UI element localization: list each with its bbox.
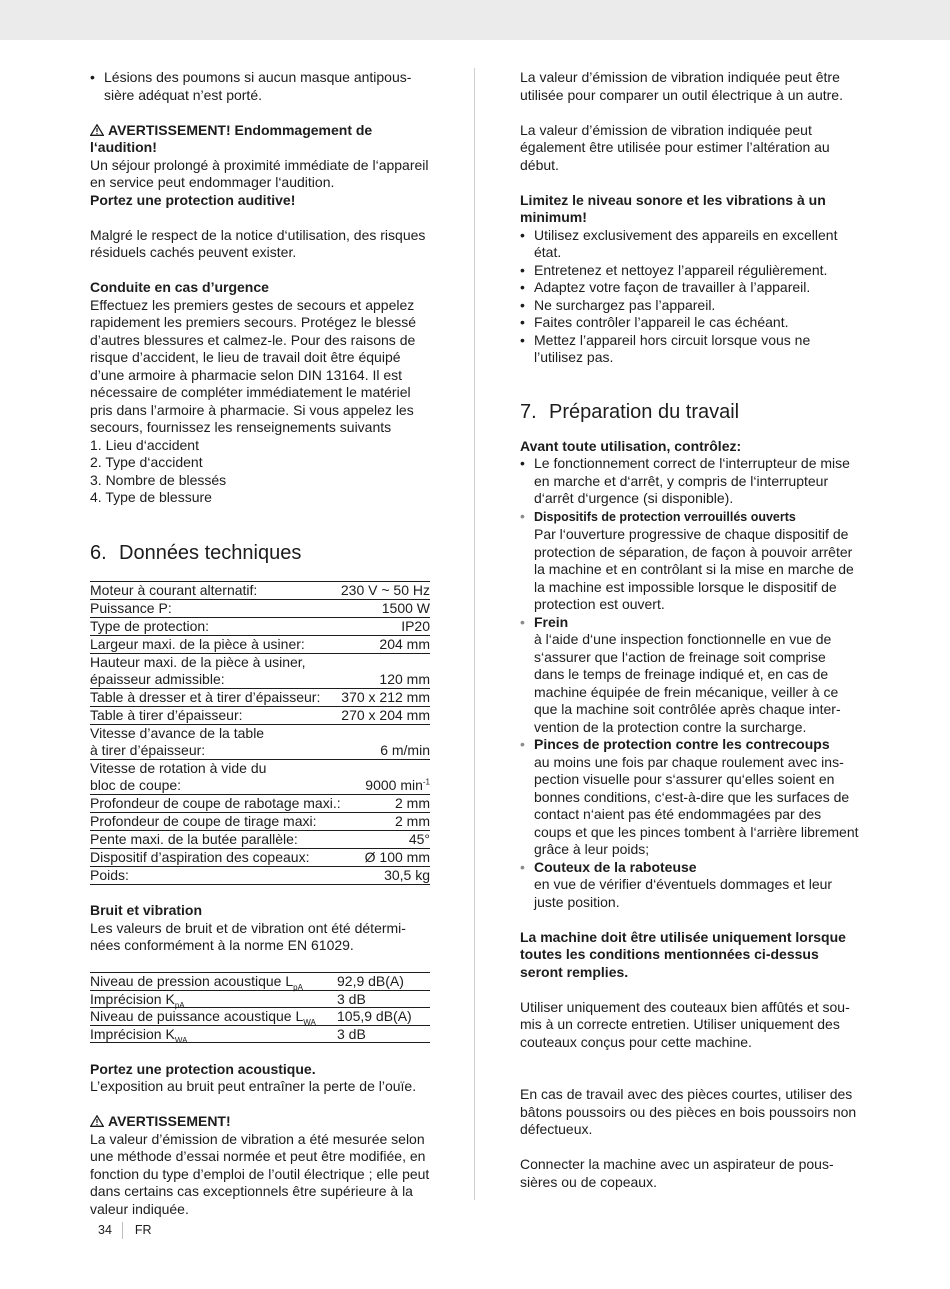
warning-audition-text: Un séjour prolongé à proximité immédiate de l‘appareil en service peut endommager l‘audition. [90,156,429,190]
protection-text: L’exposition au bruit peut entraîner la perte de l’ouïe. [90,1078,417,1094]
warning-audition-bold: Portez une protection auditive! [90,191,296,208]
page-number: 34 [98,1222,123,1239]
table-row: Imprécision $K_{WA}$ 3 dB [90,1025,430,1043]
emergency-item: 1. Lieu d‘accident [90,436,199,453]
check-title: Avant toute utilisation, contrôlez: [520,437,742,454]
noise-title: Bruit et vibration [90,902,203,918]
table-row: Hauteur maxi. de la pièce à usiner, épaisseur admissible: 120 mm [90,653,430,687]
vibration-estimate: La valeur d’émission de vibration indiquée peut également être utilisée pour estimer l’altération au début. [520,121,830,173]
intro-list [90,69,430,104]
table-row: Niveau de puissance acoustique $L_{WA}$ 105,9 dB(A) [90,1008,430,1026]
section-6-heading: 6. Données techniques [90,541,302,564]
noise-text: Les valeurs de bruit et de vibration ont été déterminées conformément à la norme EN 61029. [90,919,406,953]
list-item: • Faites contrôler l’appareil le cas échéant. [520,314,860,332]
couteux-text: en vue de vérifier d‘éventuels dommages et leur juste position. [534,876,833,910]
list-item: • Ne surchargez pas l’appareil. [520,297,860,315]
residual-risks: Malgré le respect de la notice d‘utilisation, des risques résiduels cachés peuvent exister. [90,226,426,260]
list-item [520,859,860,912]
list-item [520,736,860,859]
language-code: FR [134,1223,152,1237]
noise-table [90,972,430,1043]
table-row: Profondeur de coupe de rabotage maxi.: 2 mm [90,794,430,811]
list-item: • Utilisez exclusivement des appareils en excellent état. [520,227,860,262]
list-item: • Mettez l’appareil hors circuit lorsque vous ne l’utilisez pas. [520,332,860,367]
table-row: Profondeur de coupe de tirage maxi: 2 mm [90,812,430,829]
vibration-compare: La valeur d’émission de vibration indiquée peut être utilisée pour comparer un outil électrique à un autre. [520,69,843,103]
emergency-title: Conduite en cas d’urgence [90,279,269,295]
table-row: Puissance P: 1500 W [90,599,430,616]
protection-title: Portez une protection acoustique. [90,1060,316,1077]
emergency-item: 2. Type d‘accident [90,454,203,470]
pinces-title: Pinces de protection contre les contrecoups [534,736,830,752]
spec-table [90,581,430,885]
section-7-heading: 7. Préparation du travail [520,400,740,423]
emergency-text: Effectuez les premiers gestes de secours et appelez rapidement les premiers secours. Protégez le blessé d’autres blessures et calmez-le. Pour des raisons de risque d’accident, le lieu de travail doit être équipé d’une armoire à pharmacie selon DIN 13164. Il est nécessaire de compléter immédiatement le matériel pris dans l’armoire à pharmacie. Si vous appelez les secours, fournissez les renseignements suivants [90,296,417,435]
table-row: Type de protection: IP20 [90,617,430,634]
table-row: Vitesse d’avance de la table à tirer d’épaisseur: 6 m/min [90,724,430,758]
warning-vibration-title: AVERTISSEMENT! [90,1113,430,1131]
list-item: • Le fonctionnement correct de l‘interrupteur de mise en marche et d‘arrêt, y compris de l‘interrupteur d‘arrêt d‘urgence (si disponible). [520,455,860,508]
limit-title: Limitez le niveau sonore et les vibrations à un minimum! [520,191,826,225]
table-row: Poids: 30,5 kg [90,866,430,883]
machine-conditions: La machine doit être utilisée uniquement lorsque toutes les conditions mentionnées ci-dessus seront remplies. [520,928,846,980]
emergency-item: 4. Type de blessure [90,489,212,505]
warning-icon [90,124,104,136]
connect-text: Connecter la machine avec un aspirateur de poussières ou de copeaux. [520,1156,834,1190]
knives-text: Utiliser uniquement des couteaux bien affûtés et soumis à un correcte entretien. Utiliser uniquement des couteaux conçus pour cette machine. [520,998,850,1050]
warning-vibration-text: La valeur d’émission de vibration a été mesurée selon une méthode d’essai normée et peut être modifiée, en fonction du type d’emploi de l’outil électrique ; elle peut dans certains cas exceptionnels être supérieure à la valeur indiquée. [90,1130,430,1217]
table-row: Imprécision $K_{pA}$ 3 dB [90,990,430,1008]
table-row: Dispositif d’aspiration des copeaux: Ø 100 mm [90,848,430,865]
emergency-item: 3. Nombre de blessés [90,471,227,488]
top-band [0,0,950,40]
brake-title: Frein [534,613,569,630]
warning-audition-title: AVERTISSEMENT! Endommagement de l‘audition! [90,121,373,155]
table-row: Moteur à courant alternatif: 230 V ~ 50 Hz [90,581,430,598]
list-item: • Lésions des poumons si aucun masque antipoussière adéquat n’est porté. [90,69,430,104]
table-row: Largeur maxi. de la pièce à usiner: 204 mm [90,635,430,652]
table-row: Vitesse de rotation à vide du bloc de coupe: 9000 $\min^{-1}$ [90,759,430,793]
warning-icon [90,1115,104,1127]
table-row: Table à tirer d’épaisseur: 270 x 204 mm [90,706,430,723]
devices-text: Par l‘ouverture progressive de chaque dispositif de protection de séparation, de façon à pouvoir arrêter la machine et en contrôlant si la mise en marche de la machine est impossible lorsque le dispositif de protection est ouvert. [534,526,854,612]
short-pieces-text: En cas de travail avec des pièces courtes, utiliser des bâtons poussoirs ou des pièces en bois poussoirs non défectueux. [520,1086,857,1137]
limit-list [520,227,860,367]
right-column [520,69,860,1191]
list-item [520,508,860,614]
couteux-title: Couteux de la raboteuse [534,858,697,875]
pinces-text: au moins une fois par chaque roulement avec inspection visuelle pour s‘assurer qu‘elles soient en bonnes conditions, c‘est-à-dire que les surfaces de contact n‘aient pas été endommagées par des coups et que les pinces tombent à l‘arrière librement grâce à leur poids; [534,753,859,857]
column-divider [474,68,475,1200]
table-row: Pente maxi. de la butée parallèle: 45° [90,830,430,847]
table-row: Niveau de pression acoustique $L_{pA}$ 92,9 dB(A) [90,973,430,991]
check-list [520,455,860,911]
devices-title: Dispositifs de protection verrouillés ouverts [534,509,796,524]
brake-text: à l‘aide d‘une inspection fonctionnelle en vue de s‘assurer que l‘action de freinage soit comprise dans le temps de freinage indiqué et, en cas de machine équipée de frein mécanique, veiller à ce que la machine soit contrôlée après chaque intervention de la protection contre la surcharge. [534,631,841,735]
list-item: • Adaptez votre façon de travailler à l’appareil. [520,279,860,297]
list-item: • Entretenez et nettoyez l’appareil régulièrement. [520,262,860,280]
page-footer [98,1222,152,1240]
list-item [520,614,860,737]
left-column [90,69,430,1218]
table-row: Table à dresser et à tirer d’épaisseur: 370 x 212 mm [90,688,430,705]
